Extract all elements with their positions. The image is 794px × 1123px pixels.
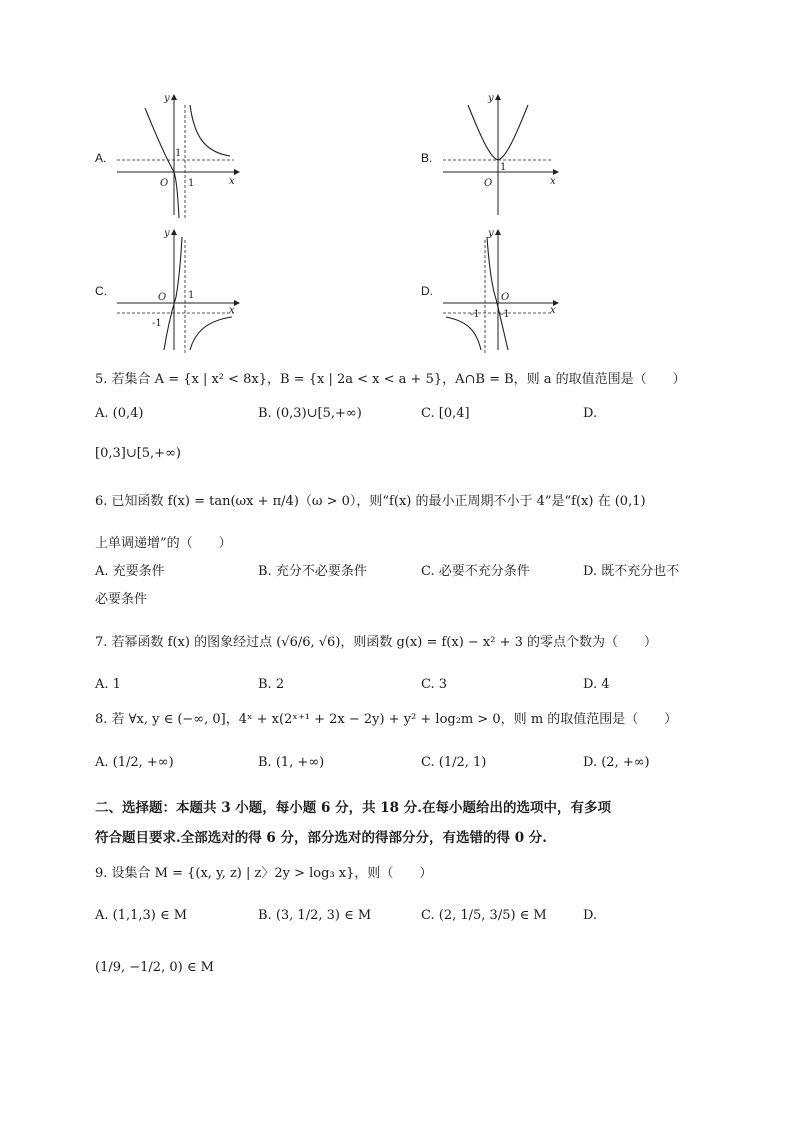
graph-c-y-label: y bbox=[164, 228, 170, 239]
option-b-letter: B. bbox=[421, 151, 433, 165]
graph-b-origin: O bbox=[484, 178, 493, 189]
graph-a-origin: O bbox=[160, 178, 169, 189]
q7-option-c: C. 3 bbox=[421, 677, 448, 692]
q8-option-b: B. (1, +∞) bbox=[258, 755, 325, 770]
q5-stem: 5. 若集合 A = {x | x² < 8x}，B = {x | 2a < x < a + 5}，A∩B = B，则 a 的取值范围是（ ） bbox=[95, 372, 686, 387]
q8-stem: 8. 若 ∀x, y ∈ (−∞, 0]，4ˣ + x(2ˣ⁺¹ + 2x − 2y) + y² + log₂m > 0，则 m 的取值范围是（ ） bbox=[95, 712, 678, 727]
q9-option-b: B. (3, 1/2, 3) ∈ M bbox=[258, 908, 372, 923]
q7-option-b: B. 2 bbox=[258, 677, 285, 692]
q5-option-c: C. [0,4] bbox=[421, 406, 470, 421]
q9-option-d: D. bbox=[583, 908, 598, 923]
q7-option-a: A. 1 bbox=[95, 677, 121, 692]
q6-option-a: A. 充要条件 bbox=[95, 564, 165, 579]
q6-stem: 6. 已知函数 f(x) = tan(ωx + π/4)（ω > 0），则“f(x) 的最小正周期不小于 4”是“f(x) 在 (0,1) bbox=[95, 494, 646, 509]
graph-option-c bbox=[112, 225, 242, 355]
graph-d-y-label: y bbox=[488, 228, 494, 239]
q6-stem-cont: 上单调递增”的（ ） bbox=[95, 536, 232, 551]
option-a-letter: A. bbox=[95, 151, 107, 165]
q9-option-a: A. (1,1,3) ∈ M bbox=[95, 908, 188, 923]
graph-option-a bbox=[112, 90, 242, 220]
q9-stem: 9. 设集合 M = {(x, y, z) | z〉2y > log₃ x}，则（ ） bbox=[95, 866, 433, 881]
graph-b-x-label: x bbox=[550, 176, 556, 187]
graph-b-y-label: y bbox=[488, 93, 494, 104]
q6-option-d-cont: 必要条件 bbox=[95, 592, 148, 607]
graph-a-y-label: y bbox=[164, 93, 170, 104]
graph-a-xtick: 1 bbox=[188, 178, 195, 189]
graph-d-ytick: -1 bbox=[500, 309, 510, 320]
graph-c-xtick: 1 bbox=[188, 290, 195, 301]
q5-option-d: D. bbox=[583, 406, 598, 421]
q5-option-d-cont: [0,3]∪[5,+∞) bbox=[95, 446, 181, 461]
graph-option-b bbox=[438, 90, 568, 220]
graph-b-ytick: 1 bbox=[500, 162, 507, 173]
graph-option-d bbox=[438, 225, 568, 355]
section2-line1: 二、选择题：本题共 3 小题，每小题 6 分，共 18 分.在每小题给出的选项中，有多项 bbox=[95, 800, 611, 816]
q9-option-d-cont: (1/9, −1/2, 0) ∈ M bbox=[95, 960, 214, 975]
q6-option-b: B. 充分不必要条件 bbox=[258, 564, 367, 579]
q9-option-c: C. (2, 1/5, 3/5) ∈ M bbox=[421, 908, 547, 923]
graph-a-ytick: 1 bbox=[175, 148, 182, 159]
q8-option-c: C. (1/2, 1) bbox=[421, 755, 487, 770]
q8-option-a: A. (1/2, +∞) bbox=[95, 755, 174, 770]
section2-line2: 符合题目要求.全部选对的得 6 分，部分选对的得部分分，有选错的得 0 分. bbox=[95, 830, 547, 846]
graph-c-x-label: x bbox=[229, 305, 235, 316]
option-c-letter: C. bbox=[95, 284, 107, 298]
option-d-letter: D. bbox=[421, 284, 433, 298]
graph-d-xtick: -1 bbox=[470, 309, 480, 320]
q5-option-a: A. (0,4) bbox=[95, 406, 144, 421]
q8-option-d: D. (2, +∞) bbox=[583, 755, 650, 770]
q7-stem: 7. 若幂函数 f(x) 的图象经过点 (√6/6, √6)，则函数 g(x) = f(x) − x² + 3 的零点个数为（ ） bbox=[95, 635, 658, 650]
graph-d-x-label: x bbox=[550, 305, 556, 316]
graph-c-ytick: -1 bbox=[152, 318, 162, 329]
q7-option-d: D. 4 bbox=[583, 677, 610, 692]
q5-option-b: B. (0,3)∪[5,+∞) bbox=[258, 406, 362, 421]
graph-a-x-label: x bbox=[229, 176, 235, 187]
graph-d-origin: O bbox=[501, 292, 510, 303]
q6-option-d: D. 既不充分也不 bbox=[583, 564, 680, 579]
q6-option-c: C. 必要不充分条件 bbox=[421, 564, 530, 579]
graph-c-origin: O bbox=[158, 292, 167, 303]
